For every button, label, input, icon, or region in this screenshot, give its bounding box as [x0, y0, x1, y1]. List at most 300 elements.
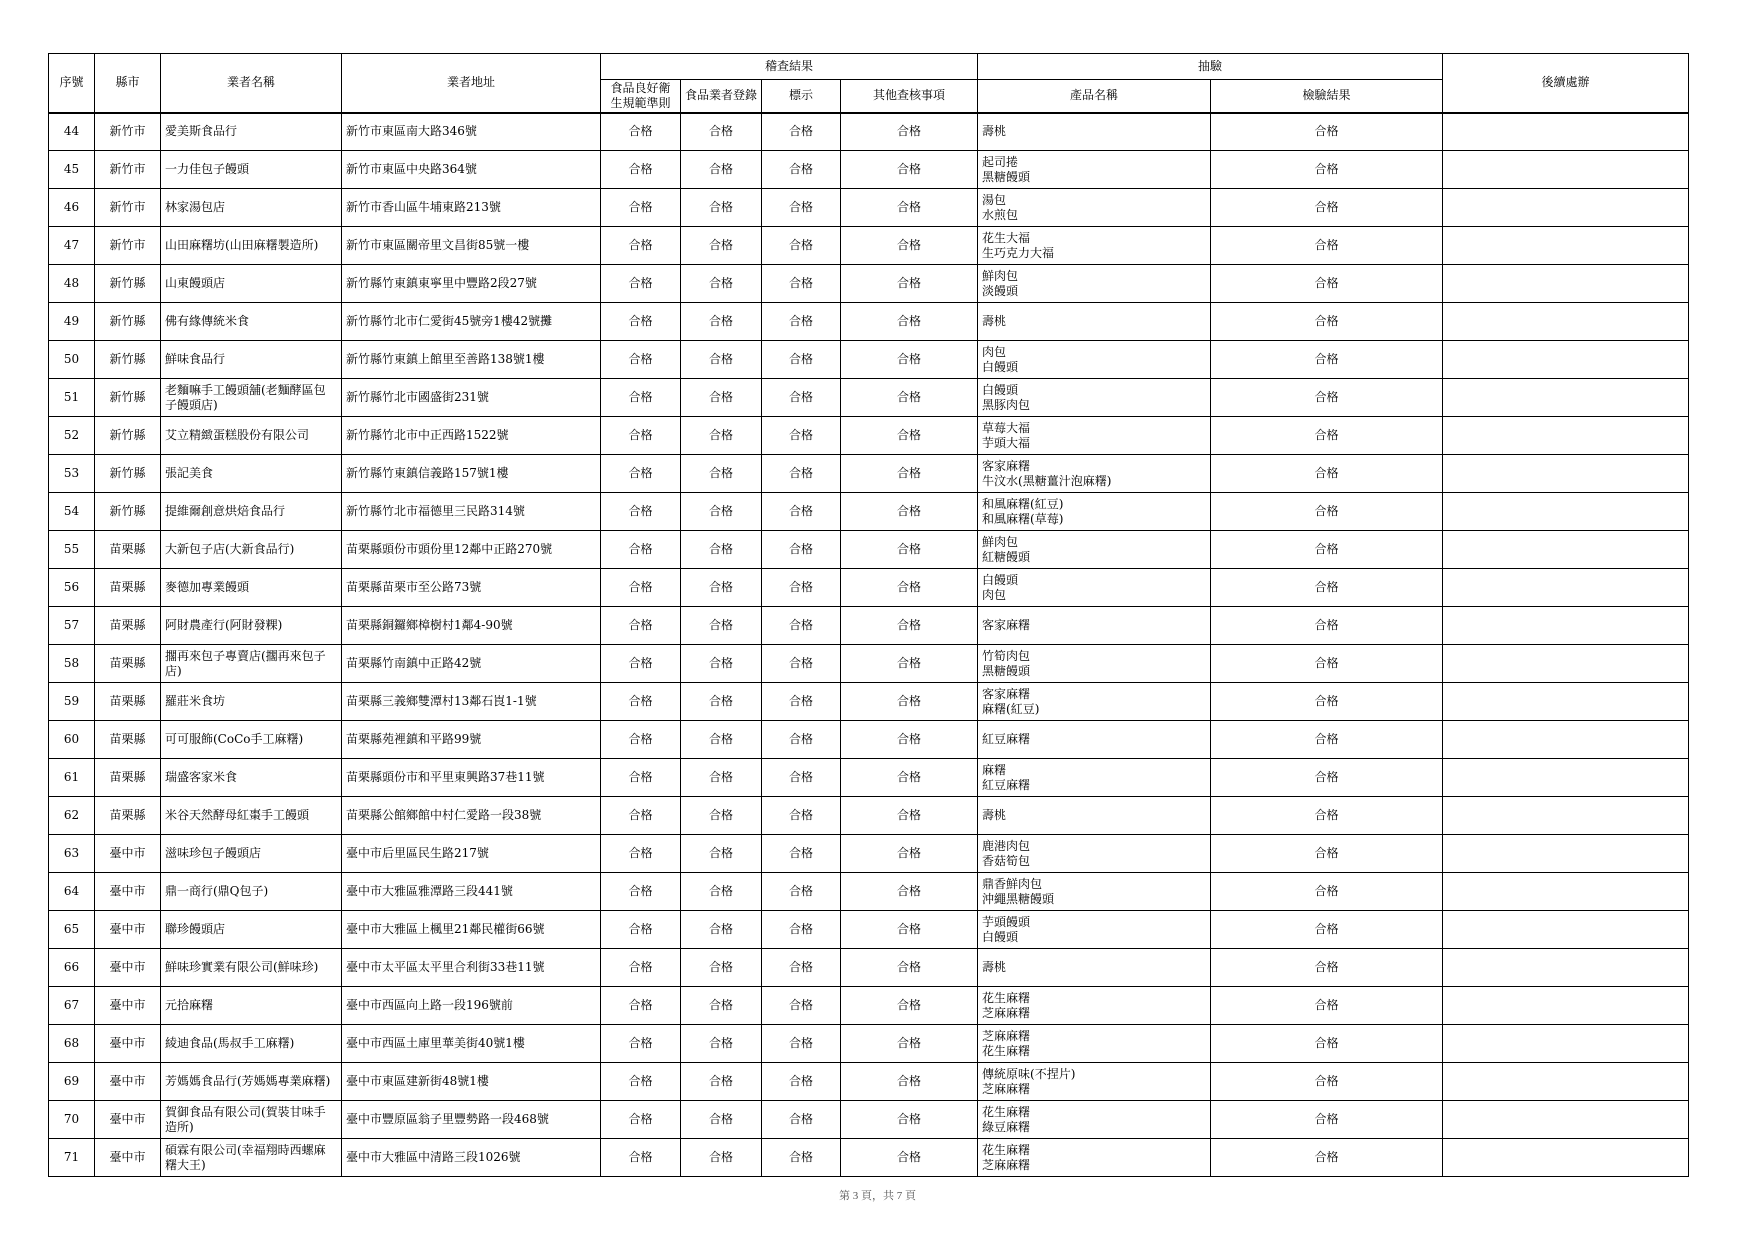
row-follow-up: [1443, 797, 1689, 835]
product-name: 生巧克力大福: [982, 245, 1055, 260]
row-business-address: 臺中市東區建新街48號1樓: [342, 1063, 601, 1101]
table-row: [49, 417, 1689, 455]
row-test-result: 合格: [1211, 303, 1443, 341]
product-name: 花生大福: [982, 230, 1031, 245]
row-county: 苗栗縣: [95, 683, 161, 721]
header-gmp: 食品良好衛生規範準則: [601, 80, 681, 113]
row-county: 新竹市: [95, 189, 161, 227]
product-name: 花生麻糬: [982, 990, 1031, 1005]
row-gmp-result: 合格: [601, 341, 681, 379]
table-body: [49, 113, 1689, 1177]
row-labeling-result: 合格: [762, 265, 841, 303]
row-product-names: [978, 987, 1211, 1025]
row-follow-up: [1443, 683, 1689, 721]
row-product-names: [978, 493, 1211, 531]
product-name: 紅糖饅頭: [982, 549, 1031, 564]
row-other-result: 合格: [841, 227, 978, 265]
row-business-address: 新竹縣竹東鎮信義路157號1樓: [342, 455, 601, 493]
row-other-result: 合格: [841, 911, 978, 949]
row-registration-result: 合格: [681, 759, 762, 797]
table-row: [49, 645, 1689, 683]
row-follow-up: [1443, 379, 1689, 417]
row-follow-up: [1443, 645, 1689, 683]
row-seq: 54: [49, 493, 95, 531]
product-name: 白饅頭: [982, 929, 1019, 944]
row-test-result: 合格: [1211, 721, 1443, 759]
table-row: [49, 1025, 1689, 1063]
row-business-name: 鮮味食品行: [161, 341, 342, 379]
product-name: 客家麻糬: [982, 686, 1031, 701]
row-registration-result: 合格: [681, 379, 762, 417]
row-other-result: 合格: [841, 607, 978, 645]
row-follow-up: [1443, 227, 1689, 265]
row-gmp-result: 合格: [601, 189, 681, 227]
row-labeling-result: 合格: [762, 949, 841, 987]
row-business-name: 碩霖有限公司(幸福翔時西螺麻糬大王): [161, 1139, 342, 1177]
table-row: [49, 759, 1689, 797]
row-business-address: 苗栗縣苗栗市至公路73號: [342, 569, 601, 607]
row-product-names: [978, 797, 1211, 835]
row-seq: 61: [49, 759, 95, 797]
row-other-result: 合格: [841, 379, 978, 417]
product-name: 黑糖饅頭: [982, 663, 1031, 678]
header-sampling-group: 抽驗: [978, 54, 1443, 80]
row-business-name: 米谷天然酵母紅棗手工饅頭: [161, 797, 342, 835]
row-county: 苗栗縣: [95, 721, 161, 759]
row-labeling-result: 合格: [762, 911, 841, 949]
row-other-result: 合格: [841, 1139, 978, 1177]
row-product-names: [978, 531, 1211, 569]
row-seq: 63: [49, 835, 95, 873]
row-seq: 67: [49, 987, 95, 1025]
row-labeling-result: 合格: [762, 987, 841, 1025]
row-test-result: 合格: [1211, 569, 1443, 607]
row-test-result: 合格: [1211, 113, 1443, 151]
row-business-name: 張記美食: [161, 455, 342, 493]
row-gmp-result: 合格: [601, 151, 681, 189]
table-row: [49, 227, 1689, 265]
row-gmp-result: 合格: [601, 1101, 681, 1139]
row-gmp-result: 合格: [601, 607, 681, 645]
row-other-result: 合格: [841, 341, 978, 379]
row-registration-result: 合格: [681, 683, 762, 721]
row-gmp-result: 合格: [601, 797, 681, 835]
row-registration-result: 合格: [681, 189, 762, 227]
row-other-result: 合格: [841, 455, 978, 493]
row-county: 新竹市: [95, 113, 161, 151]
row-gmp-result: 合格: [601, 531, 681, 569]
row-business-address: 苗栗縣頭份市頭份里12鄰中正路270號: [342, 531, 601, 569]
row-business-address: 新竹市東區南大路346號: [342, 113, 601, 151]
table-row: [49, 189, 1689, 227]
row-other-result: 合格: [841, 797, 978, 835]
row-business-name: 一力佳包子饅頭: [161, 151, 342, 189]
row-county: 新竹縣: [95, 455, 161, 493]
row-follow-up: [1443, 151, 1689, 189]
table-row: [49, 303, 1689, 341]
product-name: 鹿港肉包: [982, 838, 1031, 853]
row-other-result: 合格: [841, 683, 978, 721]
row-county: 臺中市: [95, 1101, 161, 1139]
row-follow-up: [1443, 911, 1689, 949]
product-name: 紅豆麻糬: [982, 732, 1031, 746]
table-row: [49, 1101, 1689, 1139]
row-gmp-result: 合格: [601, 835, 681, 873]
row-business-name: 羅莊米食坊: [161, 683, 342, 721]
row-product-names: [978, 569, 1211, 607]
product-name: 綠豆麻糬: [982, 1119, 1031, 1134]
header-inspection-group: 稽查結果: [601, 54, 978, 80]
row-seq: 56: [49, 569, 95, 607]
row-business-address: 新竹縣竹東鎮東寧里中豐路2段27號: [342, 265, 601, 303]
row-business-address: 臺中市大雅區中清路三段1026號: [342, 1139, 601, 1177]
row-follow-up: [1443, 113, 1689, 151]
row-registration-result: 合格: [681, 341, 762, 379]
row-follow-up: [1443, 417, 1689, 455]
row-other-result: 合格: [841, 303, 978, 341]
row-gmp-result: 合格: [601, 265, 681, 303]
row-gmp-result: 合格: [601, 1139, 681, 1177]
product-name: 傳統原味(不捏片): [982, 1066, 1076, 1081]
product-name: 鼎香鮮肉包: [982, 876, 1043, 891]
row-county: 新竹縣: [95, 493, 161, 531]
table-row: [49, 683, 1689, 721]
row-labeling-result: 合格: [762, 873, 841, 911]
row-seq: 65: [49, 911, 95, 949]
product-name: 起司捲: [982, 154, 1019, 169]
row-business-name: 提維爾創意烘焙食品行: [161, 493, 342, 531]
row-registration-result: 合格: [681, 1139, 762, 1177]
row-test-result: 合格: [1211, 607, 1443, 645]
row-business-address: 新竹縣竹北市仁愛街45號旁1樓42號攤: [342, 303, 601, 341]
row-labeling-result: 合格: [762, 683, 841, 721]
row-seq: 69: [49, 1063, 95, 1101]
row-gmp-result: 合格: [601, 683, 681, 721]
row-gmp-result: 合格: [601, 227, 681, 265]
row-test-result: 合格: [1211, 1101, 1443, 1139]
row-test-result: 合格: [1211, 683, 1443, 721]
header-follow-up: 後續處辦: [1443, 54, 1689, 113]
row-registration-result: 合格: [681, 531, 762, 569]
product-name: 肉包: [982, 587, 1007, 602]
row-seq: 60: [49, 721, 95, 759]
row-labeling-result: 合格: [762, 835, 841, 873]
row-test-result: 合格: [1211, 227, 1443, 265]
row-other-result: 合格: [841, 987, 978, 1025]
row-labeling-result: 合格: [762, 227, 841, 265]
row-registration-result: 合格: [681, 797, 762, 835]
row-seq: 62: [49, 797, 95, 835]
row-labeling-result: 合格: [762, 607, 841, 645]
header-county: 縣市: [95, 54, 161, 113]
row-business-name: 老麵嘛手工饅頭舖(老麵酵區包子饅頭店): [161, 379, 342, 417]
row-other-result: 合格: [841, 645, 978, 683]
row-other-result: 合格: [841, 569, 978, 607]
row-follow-up: [1443, 189, 1689, 227]
row-county: 臺中市: [95, 1063, 161, 1101]
row-county: 新竹縣: [95, 341, 161, 379]
row-test-result: 合格: [1211, 151, 1443, 189]
row-test-result: 合格: [1211, 645, 1443, 683]
product-name: 竹筍肉包: [982, 648, 1031, 663]
row-registration-result: 合格: [681, 987, 762, 1025]
row-test-result: 合格: [1211, 1063, 1443, 1101]
table-row: [49, 113, 1689, 151]
product-name: 黑糖饅頭: [982, 169, 1031, 184]
product-name: 芝麻麻糬: [982, 1005, 1031, 1020]
row-other-result: 合格: [841, 949, 978, 987]
table-row: [49, 493, 1689, 531]
row-business-name: 鼎一商行(鼎Q包子): [161, 873, 342, 911]
row-business-address: 新竹縣竹東鎮上館里至善路138號1樓: [342, 341, 601, 379]
row-gmp-result: 合格: [601, 1063, 681, 1101]
row-test-result: 合格: [1211, 759, 1443, 797]
row-gmp-result: 合格: [601, 873, 681, 911]
row-business-name: 賀御食品有限公司(賀裝甘味手造所): [161, 1101, 342, 1139]
row-test-result: 合格: [1211, 265, 1443, 303]
row-product-names: [978, 1025, 1211, 1063]
table-row: [49, 1139, 1689, 1177]
header-registration: 食品業者登錄: [681, 80, 762, 113]
row-business-name: 聯珍饅頭店: [161, 911, 342, 949]
row-product-names: [978, 1063, 1211, 1101]
header-address: 業者地址: [342, 54, 601, 113]
row-product-names: [978, 759, 1211, 797]
row-labeling-result: 合格: [762, 531, 841, 569]
row-labeling-result: 合格: [762, 493, 841, 531]
row-seq: 66: [49, 949, 95, 987]
row-product-names: [978, 949, 1211, 987]
row-registration-result: 合格: [681, 417, 762, 455]
row-labeling-result: 合格: [762, 759, 841, 797]
table-row: [49, 721, 1689, 759]
row-registration-result: 合格: [681, 493, 762, 531]
product-name: 白饅頭: [982, 382, 1019, 397]
row-seq: 44: [49, 113, 95, 151]
product-name: 壽桃: [982, 808, 1007, 822]
table-row: [49, 151, 1689, 189]
row-product-names: [978, 1139, 1211, 1177]
row-follow-up: [1443, 1139, 1689, 1177]
row-other-result: 合格: [841, 1101, 978, 1139]
row-business-address: 新竹縣竹北市國盛街231號: [342, 379, 601, 417]
table-row: [49, 379, 1689, 417]
row-seq: 52: [49, 417, 95, 455]
row-county: 苗栗縣: [95, 531, 161, 569]
row-product-names: [978, 417, 1211, 455]
header-test-result: 檢驗結果: [1211, 80, 1443, 113]
header-labeling: 標示: [762, 80, 841, 113]
product-name: 和風麻糬(草莓): [982, 511, 1064, 526]
row-registration-result: 合格: [681, 949, 762, 987]
product-name: 客家麻糬: [982, 618, 1031, 632]
row-test-result: 合格: [1211, 379, 1443, 417]
row-registration-result: 合格: [681, 265, 762, 303]
table-row: [49, 531, 1689, 569]
product-name: 麻糬(紅豆): [982, 701, 1040, 716]
row-county: 臺中市: [95, 835, 161, 873]
product-name: 白饅頭: [982, 572, 1019, 587]
row-follow-up: [1443, 721, 1689, 759]
row-labeling-result: 合格: [762, 379, 841, 417]
row-follow-up: [1443, 987, 1689, 1025]
row-follow-up: [1443, 949, 1689, 987]
row-seq: 64: [49, 873, 95, 911]
row-gmp-result: 合格: [601, 493, 681, 531]
product-name: 香菇筍包: [982, 853, 1031, 868]
row-county: 臺中市: [95, 1139, 161, 1177]
product-name: 壽桃: [982, 960, 1007, 974]
row-gmp-result: 合格: [601, 569, 681, 607]
row-product-names: [978, 607, 1211, 645]
row-registration-result: 合格: [681, 873, 762, 911]
row-labeling-result: 合格: [762, 1025, 841, 1063]
row-business-address: 臺中市西區向上路一段196號前: [342, 987, 601, 1025]
row-other-result: 合格: [841, 1063, 978, 1101]
product-name: 芝麻麻糬: [982, 1028, 1031, 1043]
table-row: [49, 569, 1689, 607]
row-seq: 55: [49, 531, 95, 569]
row-registration-result: 合格: [681, 303, 762, 341]
row-business-address: 苗栗縣竹南鎮中正路42號: [342, 645, 601, 683]
page-footer: 第 3 頁，共 7 頁: [839, 1190, 916, 1202]
row-product-names: [978, 379, 1211, 417]
row-labeling-result: 合格: [762, 303, 841, 341]
row-follow-up: [1443, 1101, 1689, 1139]
row-business-name: 擱再來包子專賣店(擱再來包子店): [161, 645, 342, 683]
row-business-name: 綾迪食品(馬叔手工麻糬): [161, 1025, 342, 1063]
row-product-names: [978, 341, 1211, 379]
table-row: [49, 949, 1689, 987]
row-business-address: 新竹市東區中央路364號: [342, 151, 601, 189]
table-row: [49, 911, 1689, 949]
table-row: [49, 341, 1689, 379]
product-name: 肉包: [982, 344, 1007, 359]
row-follow-up: [1443, 1025, 1689, 1063]
row-business-name: 林家湯包店: [161, 189, 342, 227]
row-follow-up: [1443, 303, 1689, 341]
row-other-result: 合格: [841, 835, 978, 873]
row-seq: 48: [49, 265, 95, 303]
row-product-names: [978, 683, 1211, 721]
row-product-names: [978, 455, 1211, 493]
product-name: 客家麻糬: [982, 458, 1031, 473]
row-follow-up: [1443, 1063, 1689, 1101]
row-follow-up: [1443, 455, 1689, 493]
row-test-result: 合格: [1211, 1025, 1443, 1063]
row-business-address: 新竹縣竹北市福德里三民路314號: [342, 493, 601, 531]
row-follow-up: [1443, 341, 1689, 379]
header-product-name: 產品名稱: [978, 80, 1211, 113]
row-follow-up: [1443, 265, 1689, 303]
product-name: 芋頭大福: [982, 435, 1031, 450]
product-name: 牛汶水(黑糖薑汁泡麻糬): [982, 473, 1112, 488]
row-gmp-result: 合格: [601, 417, 681, 455]
row-registration-result: 合格: [681, 911, 762, 949]
row-labeling-result: 合格: [762, 189, 841, 227]
row-business-address: 臺中市太平區太平里合利街33巷11號: [342, 949, 601, 987]
row-registration-result: 合格: [681, 607, 762, 645]
row-test-result: 合格: [1211, 949, 1443, 987]
product-name: 沖繩黑糖饅頭: [982, 891, 1055, 906]
row-business-address: 臺中市豐原區翁子里豐勢路一段468號: [342, 1101, 601, 1139]
row-seq: 71: [49, 1139, 95, 1177]
row-product-names: [978, 227, 1211, 265]
row-test-result: 合格: [1211, 1139, 1443, 1177]
product-name: 花生麻糬: [982, 1104, 1031, 1119]
row-county: 苗栗縣: [95, 759, 161, 797]
row-business-address: 新竹縣竹北市中正西路1522號: [342, 417, 601, 455]
row-gmp-result: 合格: [601, 113, 681, 151]
row-other-result: 合格: [841, 493, 978, 531]
table-row: [49, 987, 1689, 1025]
row-labeling-result: 合格: [762, 645, 841, 683]
row-registration-result: 合格: [681, 151, 762, 189]
row-business-name: 艾立精緻蛋糕股份有限公司: [161, 417, 342, 455]
row-business-address: 苗栗縣公館鄉館中村仁愛路一段38號: [342, 797, 601, 835]
row-product-names: [978, 1101, 1211, 1139]
row-county: 苗栗縣: [95, 645, 161, 683]
row-gmp-result: 合格: [601, 455, 681, 493]
row-other-result: 合格: [841, 1025, 978, 1063]
header-name: 業者名稱: [161, 54, 342, 113]
product-name: 花生麻糬: [982, 1043, 1031, 1058]
row-other-result: 合格: [841, 417, 978, 455]
row-registration-result: 合格: [681, 455, 762, 493]
product-name: 鮮肉包: [982, 268, 1019, 283]
row-business-name: 芳媽媽食品行(芳媽媽專業麻糬): [161, 1063, 342, 1101]
row-labeling-result: 合格: [762, 455, 841, 493]
row-county: 苗栗縣: [95, 569, 161, 607]
row-test-result: 合格: [1211, 417, 1443, 455]
product-name: 花生麻糬: [982, 1142, 1031, 1157]
row-seq: 47: [49, 227, 95, 265]
row-business-name: 山田麻糬坊(山田麻糬製造所): [161, 227, 342, 265]
row-registration-result: 合格: [681, 645, 762, 683]
row-labeling-result: 合格: [762, 1063, 841, 1101]
row-test-result: 合格: [1211, 797, 1443, 835]
row-seq: 45: [49, 151, 95, 189]
row-follow-up: [1443, 873, 1689, 911]
row-test-result: 合格: [1211, 189, 1443, 227]
product-name: 壽桃: [982, 124, 1007, 139]
row-seq: 58: [49, 645, 95, 683]
row-business-name: 麥德加專業饅頭: [161, 569, 342, 607]
row-registration-result: 合格: [681, 113, 762, 151]
product-name: 草莓大福: [982, 420, 1031, 435]
row-gmp-result: 合格: [601, 645, 681, 683]
row-other-result: 合格: [841, 873, 978, 911]
row-registration-result: 合格: [681, 569, 762, 607]
row-labeling-result: 合格: [762, 721, 841, 759]
row-product-names: [978, 873, 1211, 911]
table-row: [49, 607, 1689, 645]
row-business-address: 苗栗縣銅鑼鄉樟樹村1鄰4-90號: [342, 607, 601, 645]
row-other-result: 合格: [841, 265, 978, 303]
header-seq: 序號: [49, 54, 95, 113]
row-other-result: 合格: [841, 113, 978, 151]
row-other-result: 合格: [841, 189, 978, 227]
row-business-name: 瑞盛客家米食: [161, 759, 342, 797]
row-seq: 53: [49, 455, 95, 493]
product-name: 和風麻糬(紅豆): [982, 496, 1064, 511]
row-seq: 59: [49, 683, 95, 721]
row-test-result: 合格: [1211, 455, 1443, 493]
row-seq: 49: [49, 303, 95, 341]
row-business-name: 愛美斯食品行: [161, 113, 342, 151]
product-name: 麻糬: [982, 762, 1007, 777]
row-test-result: 合格: [1211, 987, 1443, 1025]
